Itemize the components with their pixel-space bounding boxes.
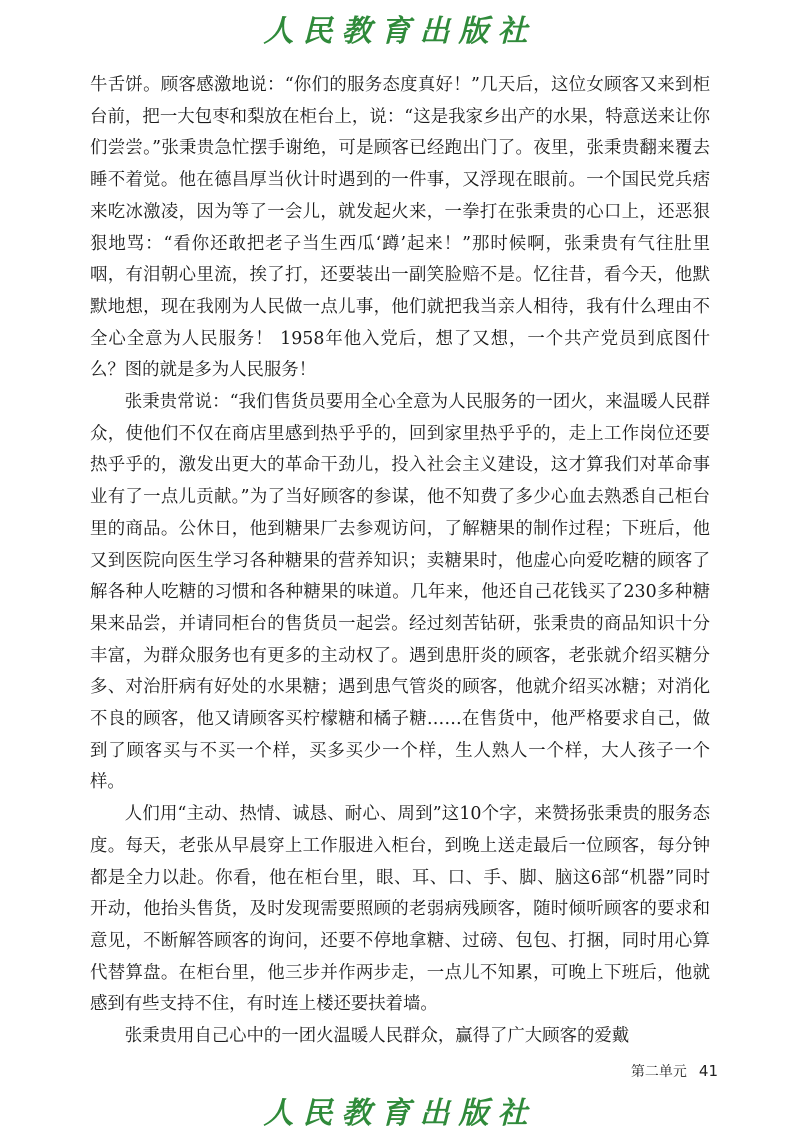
paragraph-1: 牛舌饼。顾客感激地说：“你们的服务态度真好！”几天后，这位女顾客又来到柜台前，把一大包枣和梨放在柜台上，说：“这是我家乡出产的水果，特意送来让你们尝尝。”张秉贵急忙摆手谢绝，可是顾客已经跑出门了。夜里，张秉贵翻来覆去睡不着觉。他在德昌厚当伙计时遇到的一件事，又浮现在眼前。一个国民党兵痞来吃冰激凌，因为等了一会儿，就发起火来，一拳打在张秉贵的心口上，还恶狠狠地骂：“看你还敢把老子当生西瓜‘蹲’起来！”那时候啊，张秉贵有气往肚里咽，有泪朝心里流，挨了打，还要装出一副笑脸赔不是。忆往昔，看今天，他默默地想，现在我刚为人民做一点儿事，他们就把我当亲人相待，我有什么理由不全心全意为人民服务！ 1958年他入党后，想了又想，一个共产党员到底图什么？图的就是多为人民服务！ (90, 75, 710, 381)
paragraph-4: 张秉贵用自己心中的一团火温暖人民群众，赢得了广大顾客的爱戴 (124, 1026, 630, 1047)
publisher-logo-top: 人民教育出版社 (263, 14, 537, 49)
paragraph-3: 人们用“主动、热情、诚恳、耐心、周到”这10个字，来赞扬张秉贵的服务态度。每天，老张从早晨穿上工作服进入柜台，到晚上送走最后一位顾客，每分钟都是全力以赴。你看，他在柜台里，眼、耳、口、手、脚、脑这6部“机器”同时开动，他抬头售货，及时发现需要照顾的老弱病残顾客，随时倾听顾客的要求和意见，不断解答顾客的询问，还要不停地拿糖、过磅、包包、打捆，同时用心算代替算盘。在柜台里，他三步并作两步走，一点儿不知累，可晚上下班后，他就感到有些支持不住，有时连上楼还要扶着墙。 (90, 804, 710, 1015)
page-number: 41 (698, 1062, 718, 1080)
article-body (90, 70, 710, 1053)
paragraph-2: 张秉贵常说：“我们售货员要用全心全意为人民服务的一团火，来温暖人民群众，使他们不仅在商店里感到热乎乎的，回到家里热乎乎的，走上工作岗位还要热乎乎的，激发出更大的革命干劲儿，投入社会主义建设，这才算我们对革命事业有了一点儿贡献。”为了当好顾客的参谋，他不知费了多少心血去熟悉自己柜台里的商品。公休日，他到糖果厂去参观访问，了解糖果的制作过程；下班后，他又到医院向医生学习各种糖果的营养知识；卖糖果时，他虚心向爱吃糖的顾客了解各种人吃糖的习惯和各种糖果的味道。几年来，他还自己花钱买了230多种糖果来品尝，并请同柜台的售货员一起尝。经过刻苦钻研，张秉贵的商品知识十分丰富，为群众服务也有更多的主动权了。遇到患肝炎的顾客，老张就介绍买糖分多、对治肝病有好处的水果糖；遇到患气管炎的顾客，他就介绍买冰糖；对消化不良的顾客，他又请顾客买柠檬糖和橘子糖……在售货中，他严格要求自己，做到了顾客买与不买一个样，买多买少一个样，生人熟人一个样，大人孩子一个样。 (90, 392, 710, 793)
publisher-logo-bottom: 人民教育出版社 (263, 1096, 537, 1131)
unit-label: 第二单元 (630, 1064, 687, 1080)
page-footer (631, 1061, 718, 1081)
